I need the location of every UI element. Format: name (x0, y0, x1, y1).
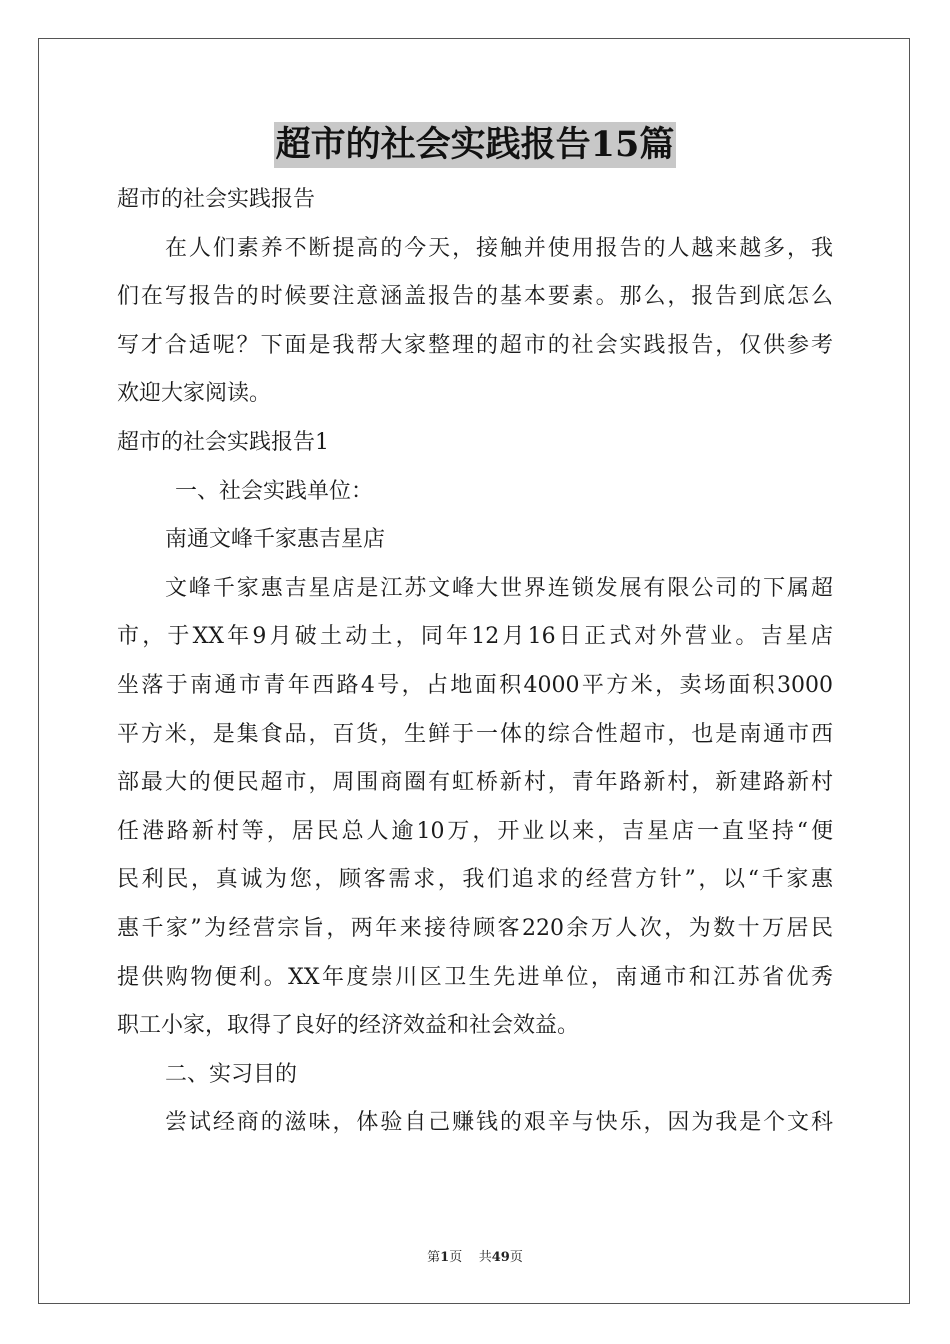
body-line: 们在写报告的时候要注意涵盖报告的基本要素。那么，报告到底怎么 (117, 284, 833, 310)
body-line: 民利民，真诚为您，顾客需求，我们追求的经营方针”，以“千家惠 (117, 867, 833, 893)
body-line: 欢迎大家阅读。 (117, 381, 272, 407)
body-line: 二、实习目的 (165, 1061, 298, 1087)
body-line: 市，于XX年9月破土动土，同年12月16日正式对外营业。吉星店 (117, 624, 833, 650)
body-line: 惠千家”为经营宗旨，两年来接待顾客220余万人次，为数十万居民 (117, 915, 833, 941)
footer-total-pages: 49 (491, 1250, 510, 1265)
title-container (0, 122, 950, 168)
body-line: 超市的社会实践报告 (117, 187, 316, 212)
body-line: 文峰千家惠吉星店是江苏文峰大世界连锁发展有限公司的下属超 (165, 575, 833, 601)
document-body (117, 176, 833, 1148)
body-line: 部最大的便民超市，周围商圈有虹桥新村，青年路新村，新建路新村 (117, 770, 833, 796)
body-line: 南通文峰千家惠吉星店 (165, 527, 386, 553)
footer-page-suffix: 页 (449, 1250, 463, 1265)
body-line: 超市的社会实践报告1 (117, 429, 329, 455)
body-line: 坐落于南通市青年西路4号，占地面积4000平方米，卖场面积3000 (117, 672, 833, 698)
body-line: 在人们素养不断提高的今天，接触并使用报告的人越来越多，我 (165, 235, 833, 261)
body-line: 提供购物便利。XX年度崇川区卫生先进单位，南通市和江苏省优秀 (117, 964, 833, 990)
footer-page-number: 1 (440, 1250, 450, 1265)
footer-page-prefix: 第 (427, 1250, 441, 1265)
body-line: 一、社会实践单位： (175, 478, 374, 504)
body-line: 任港路新村等，居民总人逾10万，开业以来，吉星店一直坚持“便 (117, 818, 833, 844)
body-line: 职工小家，取得了良好的经济效益和社会效益。 (117, 1013, 580, 1039)
document-title: 超市的社会实践报告15篇 (274, 122, 677, 168)
body-line: 尝试经商的滋味，体验自己赚钱的艰辛与快乐，因为我是个文科 (165, 1110, 833, 1136)
body-line: 平方米，是集食品，百货，生鲜于一体的综合性超市，也是南通市西 (117, 721, 833, 747)
footer-total-prefix: 共 (478, 1250, 492, 1265)
page-footer (0, 1246, 950, 1265)
footer-total-suffix: 页 (509, 1250, 523, 1265)
body-line: 写才合适呢？下面是我帮大家整理的超市的社会实践报告，仅供参考 (117, 332, 833, 358)
